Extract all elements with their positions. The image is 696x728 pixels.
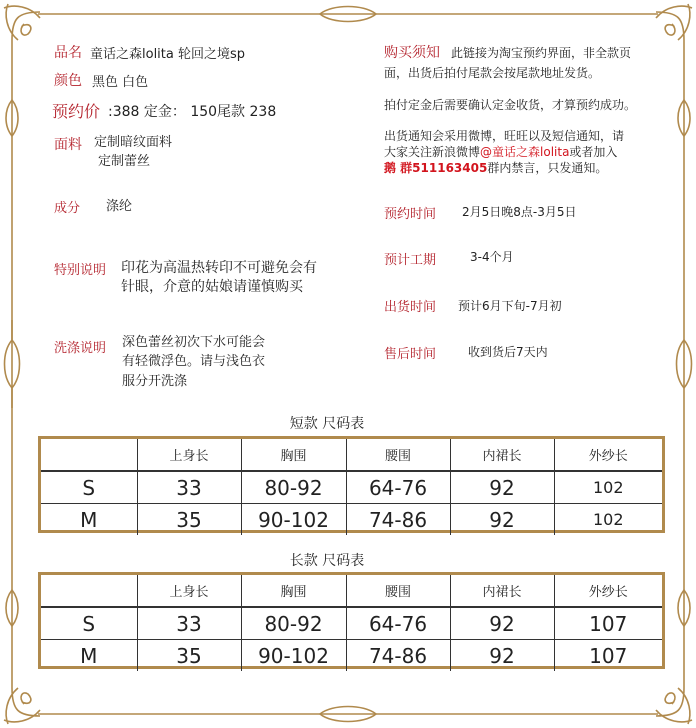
- table-cell: 80-92: [241, 471, 346, 504]
- header-cell: 胸围: [241, 575, 346, 607]
- size-cell: M: [41, 640, 137, 672]
- period-value: 3-4个月: [470, 250, 514, 264]
- wash-label: 洗涤说明: [54, 341, 107, 356]
- size-cell: S: [41, 471, 137, 504]
- weibo-handle: @童话之森lolita: [480, 145, 570, 159]
- header-cell: [41, 439, 137, 471]
- notice-line-2: 面，出货后拍付尾款会按尾款地址发货。: [384, 66, 601, 80]
- long-size-table: [41, 575, 662, 671]
- header-cell: 上身长: [137, 575, 241, 607]
- composition-label: 成分: [54, 201, 81, 216]
- table-cell: 107: [554, 607, 662, 640]
- table-cell: 92: [450, 640, 554, 672]
- header-cell: 内裙长: [450, 439, 554, 471]
- table-cell: 102: [592, 510, 624, 529]
- table-cell: 33: [137, 607, 241, 640]
- size-cell: S: [41, 607, 137, 640]
- name-value: 童话之森lolita 轮回之境sp: [90, 47, 246, 62]
- notice-line-5-a: 大家关注新浪微博: [384, 145, 481, 159]
- table-cell: 92: [450, 471, 554, 504]
- composition-value: 涤纶: [106, 199, 133, 214]
- table-cell: 74-86: [346, 504, 450, 536]
- period-label: 预计工期: [384, 253, 437, 268]
- table-cell: 74-86: [346, 640, 450, 672]
- long-table-title: 长款 尺码表: [289, 553, 365, 569]
- aftersale-value: 收到货后7天内: [468, 345, 548, 359]
- header-cell: 胸围: [241, 439, 346, 471]
- booking-value: 2月5日晚8点-3月5日: [462, 205, 577, 219]
- table-row: [41, 471, 662, 504]
- header-cell: 内裙长: [450, 575, 554, 607]
- special-label: 特别说明: [54, 263, 107, 278]
- table-row: [41, 607, 662, 640]
- fabric-label: 面料: [54, 137, 82, 153]
- table-cell: 64-76: [346, 471, 450, 504]
- table-cell: 90-102: [241, 504, 346, 536]
- qq-group: 鹅 群511163405: [384, 161, 488, 175]
- table-row: [41, 640, 662, 672]
- notice-line-6-b: 群内禁言，只发通知。: [487, 161, 608, 175]
- table-row: [41, 504, 662, 536]
- fabric-line-1: 定制暗纹面料: [94, 135, 173, 150]
- ship-label: 出货时间: [384, 300, 437, 315]
- notice-line-4: 出货通知会采用微博，旺旺以及短信通知，请: [384, 129, 625, 143]
- special-line-2: 针眼，介意的姑娘请谨慎购买: [121, 279, 303, 295]
- header-cell: [41, 575, 137, 607]
- table-cell: 80-92: [241, 607, 346, 640]
- color-value: 黑色 白色: [92, 75, 149, 90]
- ship-value: 预计6月下旬-7月初: [458, 299, 562, 313]
- table-cell: 92: [450, 607, 554, 640]
- table-cell: 107: [589, 643, 628, 668]
- size-cell: M: [41, 504, 137, 536]
- header-cell: 腰围: [346, 439, 450, 471]
- table-cell: 90-102: [241, 640, 346, 672]
- header-cell: 外纱长: [554, 439, 662, 471]
- table-cell: 33: [137, 471, 241, 504]
- table-cell: 35: [137, 504, 241, 536]
- aftersale-label: 售后时间: [384, 347, 437, 362]
- notice-line-3: 拍付定金后需要确认定金收货，才算预约成功。: [384, 98, 637, 112]
- fabric-line-2: 定制蕾丝: [98, 154, 151, 169]
- wash-line-1: 深色蕾丝初次下水可能会: [122, 335, 266, 350]
- color-label: 颜色: [54, 73, 82, 89]
- notice-line-1: 此链接为淘宝预约界面，非全款页: [451, 46, 632, 60]
- special-line-1: 印花为高温热转印不可避免会有: [121, 260, 317, 276]
- booking-label: 预约时间: [384, 207, 437, 222]
- notice-label: 购买须知: [384, 45, 440, 61]
- short-size-table: [41, 439, 662, 535]
- notice-line-5: [384, 143, 617, 160]
- header-cell: 外纱长: [554, 575, 662, 607]
- header-cell: 上身长: [137, 439, 241, 471]
- name-label: 品名: [54, 45, 82, 61]
- price-value: :388 定金： 150尾款 238: [108, 104, 277, 120]
- table-cell: 102: [554, 471, 662, 504]
- table-cell: 92: [450, 504, 554, 536]
- notice-line-5-b: 或者加入: [569, 145, 618, 159]
- table-cell: 64-76: [346, 607, 450, 640]
- table-cell: 35: [137, 640, 241, 672]
- wash-line-2: 有轻微浮色。请与浅色衣: [122, 354, 266, 369]
- header-cell: 腰围: [346, 575, 450, 607]
- notice-line-6: [384, 159, 607, 176]
- price-label: 预约价: [52, 102, 101, 121]
- wash-line-3: 服分开洗涤: [122, 374, 188, 389]
- short-table-title: 短款 尺码表: [289, 416, 365, 432]
